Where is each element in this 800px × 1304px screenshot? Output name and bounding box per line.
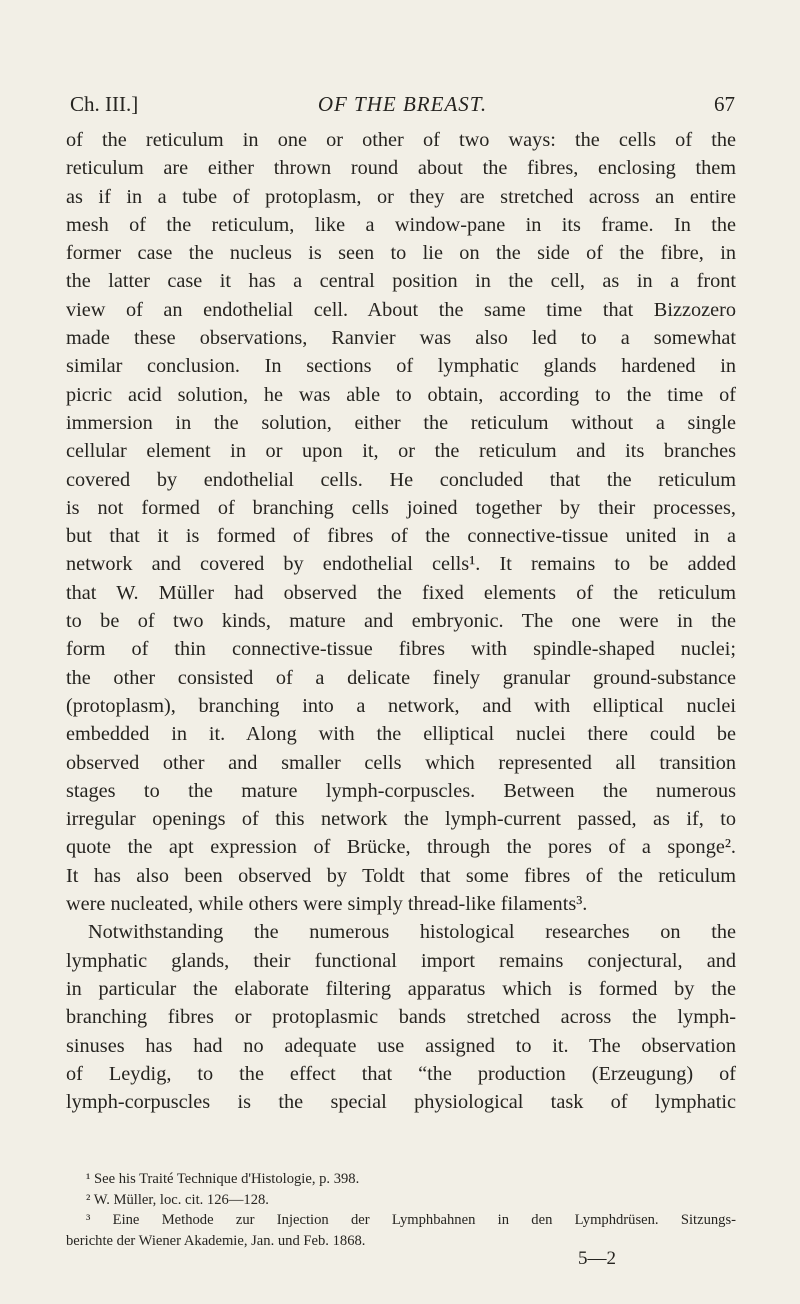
text-line: embedded in it. Along with the elliptical nuclei there could be — [66, 723, 736, 746]
footnote-continuation: berichte der Wiener Akademie, Jan. und Feb. 1868. — [66, 1232, 366, 1249]
text-line: observed other and smaller cells which represented all transition — [66, 751, 736, 774]
page-title: OF THE BREAST. — [317, 92, 488, 116]
text-line: were nucleated, while others were simply thread-like filaments³. — [66, 893, 588, 916]
text-line: as if in a tube of protoplasm, or they are stretched across an entire — [66, 185, 736, 208]
page-number: 67 — [714, 92, 735, 116]
text-line: reticulum are either thrown round about the fibres, enclosing them — [66, 157, 736, 180]
text-line: lymph-corpuscles is the special physiological task of lymphatic — [66, 1091, 736, 1114]
body-text — [66, 126, 736, 1116]
text-line: stages to the mature lymph-corpuscles. Between the numerous — [66, 779, 736, 802]
text-line: the other consisted of a delicate finely granular ground-substance — [66, 666, 736, 689]
text-line: is not formed of branching cells joined together by their processes, — [66, 496, 736, 519]
footnotes — [66, 1169, 736, 1251]
text-line: (protoplasm), branching into a network, and with elliptical nuclei — [66, 694, 736, 717]
text-line: that W. Müller had observed the fixed elements of the reticulum — [66, 581, 736, 604]
text-line: covered by endothelial cells. He concluded that the reticulum — [66, 468, 736, 491]
text-line: cellular element in or upon it, or the reticulum and its branches — [66, 440, 736, 463]
footnote: ² W. Müller, loc. cit. 126—128. — [86, 1191, 269, 1208]
text-line: picric acid solution, he was able to obtain, according to the time of — [66, 383, 736, 406]
text-line: of the reticulum in one or other of two ways: the cells of the — [66, 129, 736, 151]
text-line: of Leydig, to the effect that “the production (Erzeugung) of — [66, 1062, 736, 1085]
footnote: ³ Eine Methode zur Injection der Lymphbahnen in den Lymphdrüsen. Sitzungs- — [86, 1212, 736, 1228]
footnote: ¹ See his Traité Technique d'Histologie, p. 398. — [86, 1171, 360, 1187]
text-line: the latter case it has a central position in the cell, as in a front — [66, 270, 736, 293]
text-line: irregular openings of this network the lymph-current passed, as if, to — [66, 808, 736, 831]
text-line: but that it is formed of fibres of the connective-tissue united in a — [66, 525, 736, 548]
text-line: view of an endothelial cell. About the same time that Bizzozero — [66, 298, 736, 321]
signature-mark: 5—2 — [578, 1248, 616, 1269]
text-line: similar conclusion. In sections of lymphatic glands hardened in — [66, 355, 736, 378]
chapter-label: Ch. III.] — [70, 92, 139, 116]
text-line: branching fibres or protoplasmic bands stretched across the lymph- — [66, 1006, 736, 1029]
text-line: to be of two kinds, mature and embryonic. The one were in the — [66, 610, 736, 633]
running-header — [70, 92, 735, 124]
text-line: mesh of the reticulum, like a window-pane in its frame. In the — [66, 213, 736, 236]
text-line: form of thin connective-tissue fibres with spindle-shaped nuclei; — [66, 638, 736, 661]
text-line: It has also been observed by Toldt that some fibres of the reticulum — [66, 864, 736, 887]
text-line: quote the apt expression of Brücke, through the pores of a sponge². — [66, 836, 736, 859]
text-line: network and covered by endothelial cells¹. It remains to be added — [66, 553, 736, 576]
text-line: immersion in the solution, either the reticulum without a single — [66, 411, 736, 434]
text-line: former case the nucleus is seen to lie on the side of the fibre, in — [66, 242, 736, 265]
text-line: in particular the elaborate filtering apparatus which is formed by the — [66, 977, 736, 1000]
text-line: Notwithstanding the numerous histological researches on the — [88, 921, 736, 944]
text-line: made these observations, Ranvier was also led to a somewhat — [66, 327, 736, 350]
text-line: lymphatic glands, their functional import remains conjectural, and — [66, 949, 736, 972]
text-line: sinuses has had no adequate use assigned to it. The observation — [66, 1034, 736, 1057]
